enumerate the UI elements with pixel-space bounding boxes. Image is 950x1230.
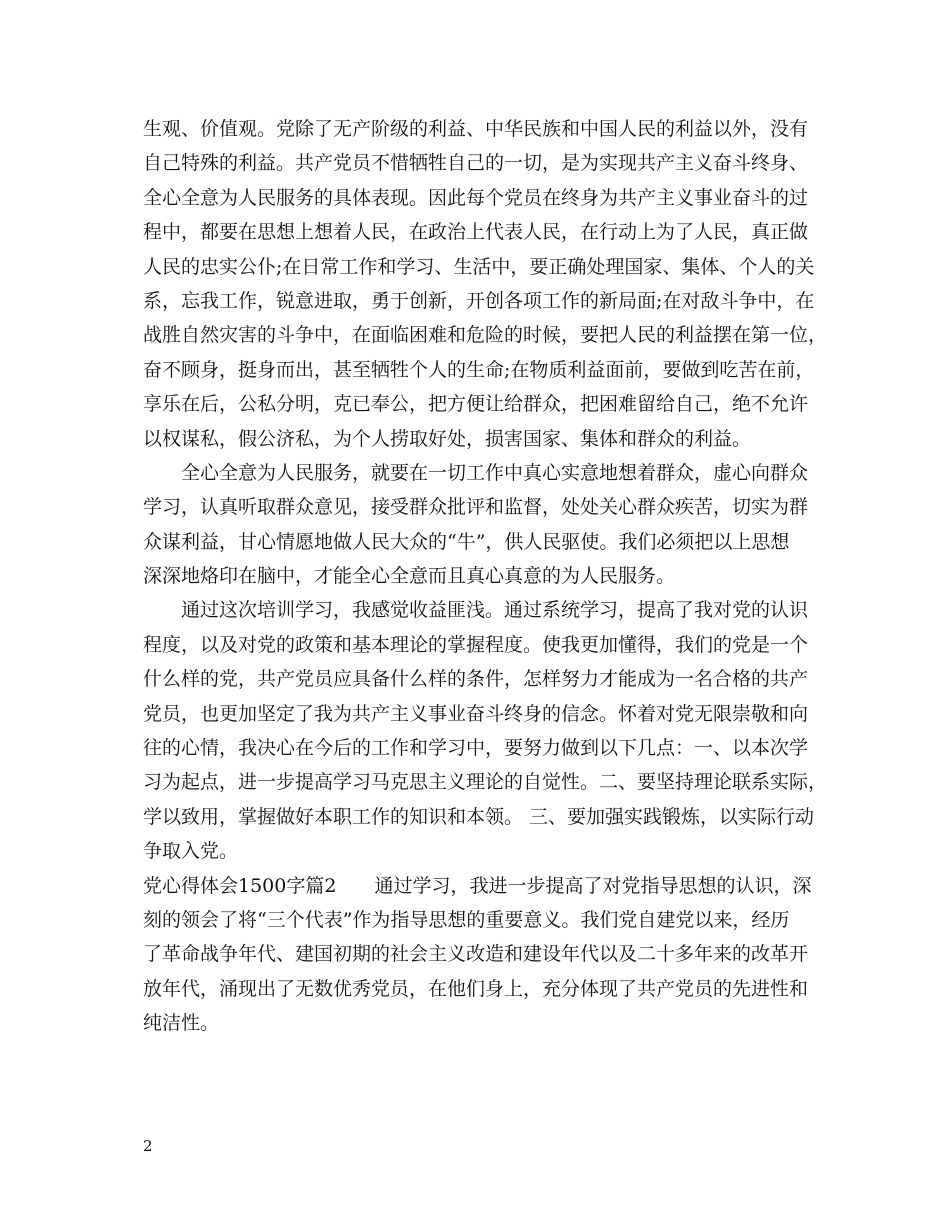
text-line: 全心全意为人民服务的具体表现。因此每个党员在终身为共产主义事业奋斗的过	[143, 186, 809, 209]
text-line: 战胜自然灾害的斗争中，在面临困难和危险的时候，要把人民的利益摆在第一位，	[143, 324, 828, 347]
text-line: 众谋利益，甘心情愿地做人民大众的“牛”，供人民驱使。我们必须把以上思想	[143, 530, 790, 553]
text-line: 奋不顾身，挺身而出，甚至牺牲个人的生命;在物质利益面前，要做到吃苦在前，	[143, 358, 815, 381]
text-line: 人民的忠实公仆;在日常工作和学习、生活中，要正确处理国家、集体、个人的关	[143, 255, 815, 278]
text-line: 生观、价值观。党除了无产阶级的利益、中华民族和中国人民的利益以外，没有	[143, 118, 809, 140]
text-line: 全心全意为人民服务，就要在一切工作中真心实意地想着群众，虚心向群众	[181, 461, 809, 484]
text-line: 程中，都要在思想上想着人民，在政治上代表人民，在行动上为了人民，真正做	[143, 221, 809, 244]
text-line: 系，忘我工作，锐意进取，勇于创新，开创各项工作的新局面;在对敌斗争中，在	[143, 289, 815, 312]
text-line: 往的心情，我决心在今后的工作和学习中，要努力做到以下几点：一、以本次学	[143, 737, 809, 760]
section-heading-line: 党心得体会1500字篇2 通过学习，我进一步提高了对党指导思想的认识，深	[143, 874, 812, 897]
text-line: 争取入党。	[143, 840, 239, 863]
text-line: 党员，也更加坚定了我为共产主义事业奋斗终身的信念。怀着对党无限崇敬和向	[143, 702, 809, 725]
text-line: 享乐在后，公私分明，克已奉公，把方便让给群众，把困难留给自己，绝不允许	[143, 393, 809, 416]
text-line: 程度，以及对党的政策和基本理论的掌握程度。使我更加懂得，我们的党是一个	[143, 633, 809, 656]
text-line: 纯洁性。	[143, 1012, 220, 1035]
text-line: 通过这次培训学习，我感觉收益匪浅。通过系统学习，提高了我对党的认识	[181, 599, 809, 622]
text-line: 学以致用，掌握做好本职工作的知识和本领。 三、要加强实践锻炼，以实际行动	[143, 805, 815, 828]
text-line: 以权谋私，假公济私，为个人捞取好处，损害国家、集体和群众的利益。	[143, 427, 752, 450]
text-line: 刻的领会了将“三个代表”作为指导思想的重要意义。我们党自建党以来，经历	[143, 908, 790, 931]
text-line: 放年代，涌现出了无数优秀党员，在他们身上，充分体现了共产党员的先进性和	[143, 977, 809, 1000]
text-line: 习为起点，进一步提高学习马克思主义理论的自觉性。二、要坚持理论联系实际，	[143, 771, 828, 794]
text-line: 什么样的党，共产党员应具备什么样的条件，怎样努力才能成为一名合格的共产	[143, 668, 809, 691]
document-body	[143, 112, 828, 1041]
page-number: 2	[143, 1137, 153, 1155]
paragraph	[143, 869, 823, 1041]
paragraph	[143, 593, 828, 868]
text-line: 自己特殊的利益。共产党员不惜牺牲自己的一切，是为实现共产主义奋斗终身、	[143, 152, 809, 175]
text-line: 深深地烙印在脑中，才能全心全意而且真心真意的为人民服务。	[143, 565, 676, 588]
paragraph	[143, 456, 823, 594]
paragraph	[143, 112, 828, 456]
text-line: 了革命战争年代、建国初期的社会主义改造和建设年代以及二十多年来的改革开	[143, 943, 809, 966]
text-line: 学习，认真听取群众意见，接受群众批评和监督，处处关心群众疾苦，切实为群	[143, 496, 809, 519]
